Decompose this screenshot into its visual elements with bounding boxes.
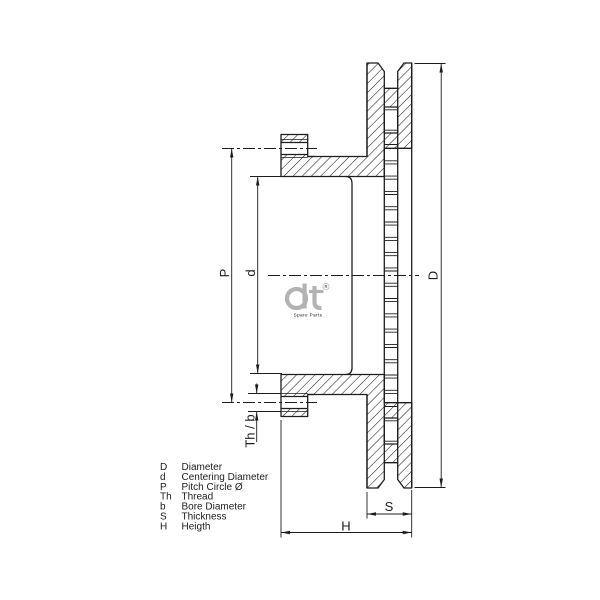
label-outer-diameter: D bbox=[425, 270, 441, 281]
legend-symbol: b bbox=[160, 501, 166, 513]
dt-logo bbox=[287, 283, 329, 317]
legend-symbol: P bbox=[160, 481, 167, 493]
legend-name: Diameter bbox=[181, 462, 223, 473]
legend bbox=[160, 462, 269, 532]
legend-name: Thread bbox=[181, 491, 214, 503]
legend-name: Bore Diameter bbox=[181, 501, 246, 513]
dimension-lines bbox=[232, 64, 446, 538]
label-pitch-circle: P bbox=[217, 268, 232, 278]
hatch-bottom-section bbox=[281, 375, 412, 489]
legend-symbol: D bbox=[160, 462, 168, 473]
legend-name: Heigth bbox=[181, 521, 211, 533]
label-centering-diameter: d bbox=[243, 269, 258, 277]
legend-symbol: S bbox=[160, 511, 167, 523]
legend-name: Thickness bbox=[181, 511, 227, 523]
legend-symbol: Th bbox=[160, 491, 172, 503]
hatch-top-section bbox=[281, 63, 412, 177]
extension-lines bbox=[248, 64, 446, 538]
registered-mark: R bbox=[324, 284, 328, 290]
label-thread-bore: Th / b bbox=[242, 414, 258, 448]
dt-logo-t bbox=[315, 286, 322, 308]
legend-symbol: d bbox=[160, 471, 166, 483]
legend-name: Centering Diameter bbox=[181, 471, 269, 483]
legend-row bbox=[160, 521, 210, 532]
legend-name: Pitch Circle Ø bbox=[181, 481, 243, 493]
legend-symbol: H bbox=[160, 521, 168, 533]
label-thickness: S bbox=[384, 499, 394, 514]
dimension-labels bbox=[217, 269, 441, 534]
label-height: H bbox=[341, 518, 351, 534]
dt-logo-caption: Spare Parts bbox=[293, 312, 323, 318]
